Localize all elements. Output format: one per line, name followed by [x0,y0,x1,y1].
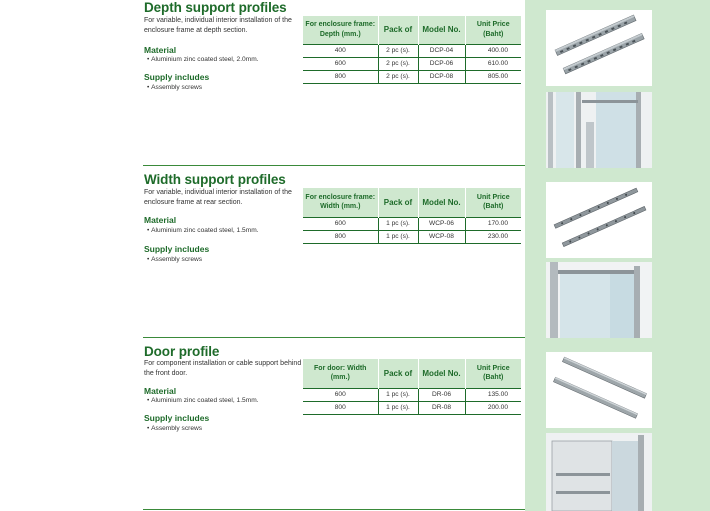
perforated-rail-illustration [546,10,652,86]
col-pack-header: Pack of [378,359,418,388]
col-size-header: For enclosure frame: Width (mm.) [303,188,378,217]
table-row [303,70,521,83]
door-bar-illustration [546,352,652,428]
section-divider [143,509,525,510]
material-value: • Aluminium zinc coated steel, 1.5mm. [147,227,259,234]
cell-model: DCP-04 [418,44,465,57]
col-size-header: For enclosure frame: Depth (mm.) [303,16,378,44]
table-header-row [303,16,521,44]
col-pack-header: Pack of [378,188,418,217]
supply-value: • Assembly screws [147,425,202,432]
enclosure-frame-illustration [546,92,652,168]
cell-price: 170.00 [465,217,521,230]
material-label: Material [144,215,177,225]
table-row [303,388,521,401]
col-price-header: Unit Price (Baht) [465,359,521,388]
cell-size: 400 [303,44,378,57]
cell-model: WCP-08 [418,230,465,243]
enclosure-rear-illustration [546,262,652,338]
width-install-photo [546,262,652,338]
cell-pack: 2 pc (s). [378,44,418,57]
table-header-row [303,359,521,388]
cell-price: 610.00 [465,57,521,70]
cell-price: 230.00 [465,230,521,243]
cell-price: 200.00 [465,401,521,414]
width-support-section [143,166,525,338]
cell-size: 800 [303,70,378,83]
support-rail-illustration [546,182,652,258]
section-title: Door profile [144,344,220,359]
cell-pack: 2 pc (s). [378,57,418,70]
table-row [303,44,521,57]
cell-pack: 1 pc (s). [378,230,418,243]
cell-size: 800 [303,401,378,414]
section-description: For component installation or cable support behind the front door. [144,360,302,377]
material-value: • Aluminium zinc coated steel, 1.5mm. [147,397,259,404]
cell-price: 805.00 [465,70,521,83]
supply-value: • Assembly screws [147,256,202,263]
cell-model: DCP-06 [418,57,465,70]
spec-table [303,16,521,84]
cell-size: 600 [303,388,378,401]
supply-label: Supply includes [144,72,210,82]
col-price-header: Unit Price (Baht) [465,16,521,44]
cell-price: 135.00 [465,388,521,401]
table-row [303,57,521,70]
depth-install-photo [546,92,652,168]
supply-label: Supply includes [144,413,210,423]
supply-value: • Assembly screws [147,84,202,91]
door-install-photo [546,433,652,511]
table-row [303,230,521,243]
cell-size: 800 [303,230,378,243]
supply-label: Supply includes [144,244,210,254]
cell-model: WCP-06 [418,217,465,230]
cell-pack: 1 pc (s). [378,217,418,230]
cell-size: 600 [303,217,378,230]
table-row [303,401,521,414]
material-label: Material [144,45,177,55]
section-title: Width support profiles [144,172,286,187]
material-label: Material [144,386,177,396]
cell-model: DR-06 [418,388,465,401]
cell-price: 400.00 [465,44,521,57]
table-row [303,217,521,230]
col-price-header: Unit Price (Baht) [465,188,521,217]
cell-size: 600 [303,57,378,70]
spec-table [303,359,521,415]
col-model-header: Model No. [418,359,465,388]
enclosure-door-illustration [546,433,652,511]
cell-pack: 2 pc (s). [378,70,418,83]
material-value: • Aluminium zinc coated steel, 2.0mm. [147,56,259,63]
width-profile-photo [546,182,652,258]
col-model-header: Model No. [418,188,465,217]
section-title: Depth support profiles [144,0,287,15]
cell-pack: 1 pc (s). [378,401,418,414]
col-pack-header: Pack of [378,16,418,44]
spec-table [303,188,521,244]
door-profile-photo [546,352,652,428]
cell-model: DR-08 [418,401,465,414]
depth-profile-photo [546,10,652,86]
cell-model: DCP-08 [418,70,465,83]
depth-support-section [143,0,525,166]
col-size-header: For door: Width (mm.) [303,359,378,388]
cell-pack: 1 pc (s). [378,388,418,401]
section-description: For variable, individual interior installation of the enclosure frame at rear section. [144,189,292,206]
section-description: For variable, individual interior installation of the enclosure frame at depth section. [144,17,292,34]
table-header-row [303,188,521,217]
door-profile-section [143,338,525,511]
col-model-header: Model No. [418,16,465,44]
